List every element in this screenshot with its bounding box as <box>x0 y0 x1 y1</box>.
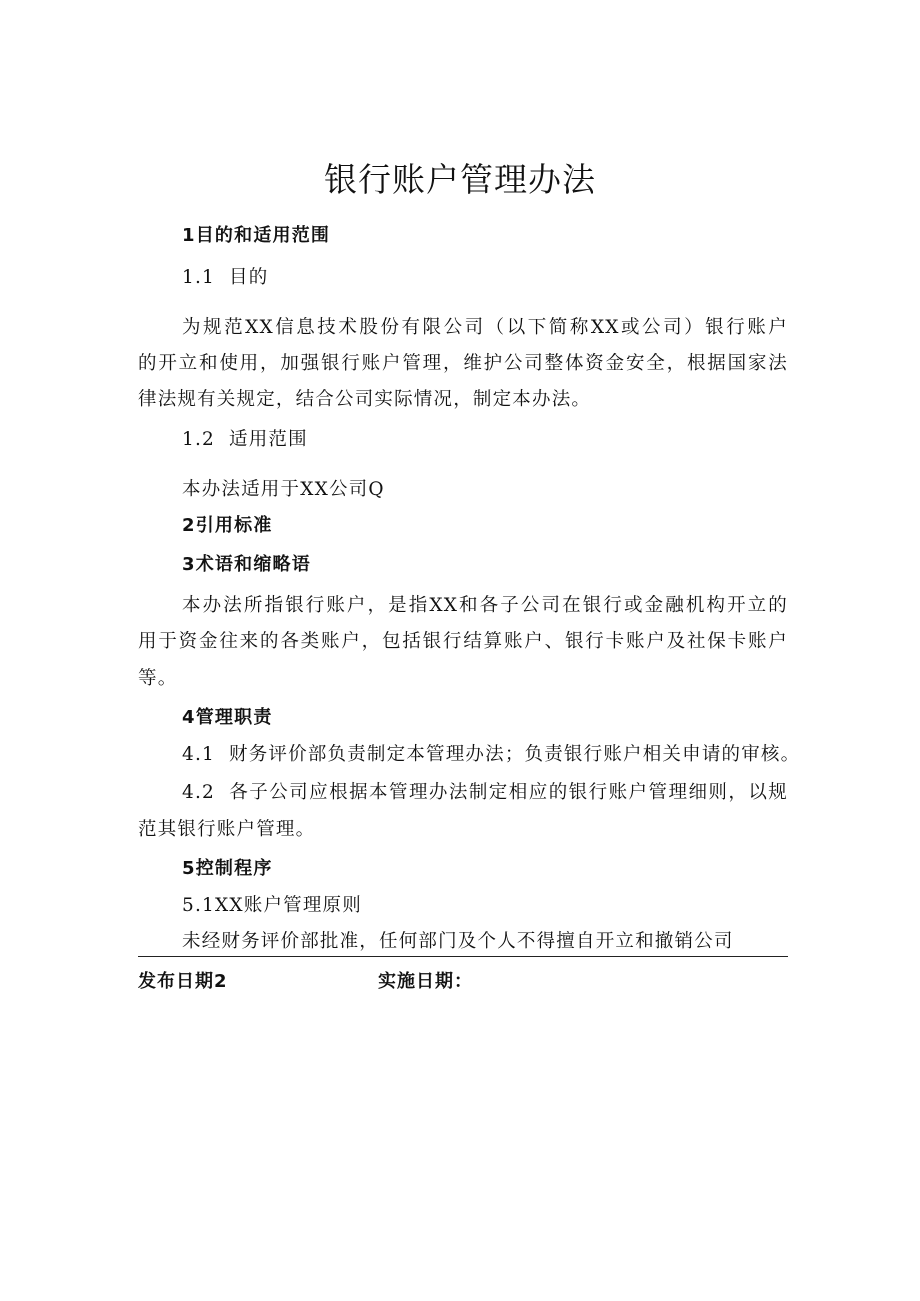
effective-date-label: 实施日期： <box>378 971 473 992</box>
item-4-1-number: 4.1 <box>182 744 216 765</box>
item-4-2-line-1 <box>182 779 788 807</box>
item-4-2-number: 4.2 <box>182 782 216 803</box>
subsection-1-1 <box>182 264 788 292</box>
paragraph-1-1-line-2: 的开立和使用，加强银行账户管理，维护公司整体资金安全，根据国家法 <box>138 353 788 374</box>
subsection-1-2-title: 适用范围 <box>229 429 308 450</box>
item-4-1-text: 财务评价部负责制定本管理办法；负责银行账户相关申请的审核。 <box>229 744 801 765</box>
footer-divider <box>138 956 788 957</box>
paragraph-1-1-line-1: 为规范XX信息技术股份有限公司（以下简称XX或公司）银行账户 <box>182 317 788 338</box>
section-1-heading: 1目的和适用范围 <box>182 225 331 246</box>
section-3-heading: 3术语和缩略语 <box>182 554 311 575</box>
publish-date-label: 发布日期2 <box>138 971 228 992</box>
paragraph-3-line-1: 本办法所指银行账户，是指XX和各子公司在银行或金融机构开立的 <box>182 595 788 616</box>
document-title: 银行账户管理办法 <box>324 160 596 199</box>
paragraph-1-2: 本办法适用于XX公司Q <box>182 479 385 500</box>
subsection-1-2-number: 1.2 <box>182 429 216 450</box>
section-5-heading: 5控制程序 <box>182 858 273 879</box>
paragraph-3-line-3: 等。 <box>138 668 178 689</box>
subsection-1-1-number: 1.1 <box>182 267 216 288</box>
section-4-heading: 4管理职责 <box>182 707 273 728</box>
item-4-2-text-line-1: 各子公司应根据本管理办法制定相应的银行账户管理细则，以规 <box>229 782 788 803</box>
section-2-heading: 2引用标准 <box>182 515 273 536</box>
item-4-2-line-2: 范其银行账户管理。 <box>138 819 316 840</box>
paragraph-5-1: 未经财务评价部批准，任何部门及个人不得擅自开立和撤销公司 <box>182 931 734 952</box>
subsection-1-1-title: 目的 <box>229 267 269 288</box>
paragraph-3-line-2: 用于资金往来的各类账户，包括银行结算账户、银行卡账户及社保卡账户 <box>138 631 788 652</box>
item-4-1 <box>182 741 801 769</box>
paragraph-1-1-line-3: 律法规有关规定，结合公司实际情况，制定本办法。 <box>138 389 592 410</box>
subsection-1-2 <box>182 426 788 454</box>
subsection-5-1-title: 5.1XX账户管理原则 <box>182 895 362 916</box>
